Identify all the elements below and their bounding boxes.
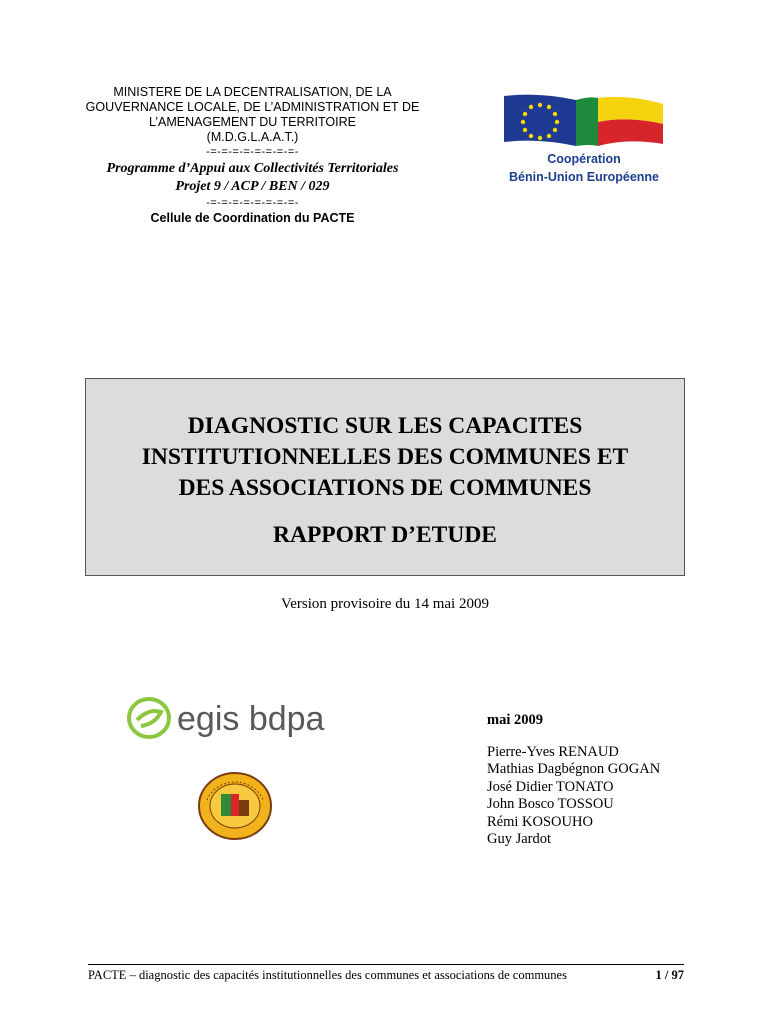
author-name: John Bosco TOSSOU bbox=[487, 796, 614, 812]
cooperation-line1: Coopération bbox=[547, 152, 621, 166]
ministry-acronym: (M.D.G.L.A.A.T.) bbox=[206, 130, 299, 144]
report-title-box bbox=[85, 378, 685, 576]
title-line: DIAGNOSTIC SUR LES CAPACITES bbox=[187, 413, 583, 439]
cooperation-label bbox=[498, 150, 670, 186]
cellule-title: Cellule de Coordination du PACTE bbox=[150, 211, 355, 225]
report-subtitle: RAPPORT D’ETUDE bbox=[273, 522, 497, 548]
author-name: Mathias Dagbégnon GOGAN bbox=[487, 761, 661, 777]
ministry-line: MINISTERE DE LA DECENTRALISATION, DE LA bbox=[113, 85, 392, 99]
author-name: Guy Jardot bbox=[487, 831, 552, 847]
cooperation-line2: Bénin-Union Européenne bbox=[509, 170, 659, 184]
projet-reference: Projet 9 / ACP / BEN / 029 bbox=[175, 179, 330, 194]
version-note: Version provisoire du 14 mai 2009 bbox=[281, 596, 489, 612]
author-name: Pierre-Yves RENAUD bbox=[487, 743, 619, 760]
egis-bdpa-logo bbox=[125, 690, 355, 746]
egis-logo-text: egis bdpa bbox=[177, 700, 325, 738]
ministry-line: GOUVERNANCE LOCALE, DE L’ADMINISTRATION ET DE bbox=[85, 100, 420, 114]
title-line: INSTITUTIONNELLES DES COMMUNES ET bbox=[141, 444, 629, 470]
separator: -=-=-=-=-=-=-=-=- bbox=[206, 197, 299, 209]
page-number: 1 / 97 bbox=[655, 968, 684, 982]
ministry-header bbox=[70, 85, 435, 226]
page-footer bbox=[88, 964, 684, 983]
report-title bbox=[86, 411, 684, 504]
flags-icon bbox=[498, 92, 668, 152]
association-seal-icon bbox=[195, 770, 275, 842]
authors-block bbox=[487, 712, 660, 849]
association-logo bbox=[195, 770, 275, 842]
author-name: Rémi KOSOUHO bbox=[487, 813, 593, 830]
programme-title: Programme d’Appui aux Collectivités Territoriales bbox=[106, 161, 399, 176]
separator: -=-=-=-=-=-=-=-=- bbox=[206, 146, 299, 158]
ministry-line: L’AMENAGEMENT DU TERRITOIRE bbox=[149, 115, 356, 129]
egis-logo-icon bbox=[125, 690, 355, 746]
author-name: José Didier TONATO bbox=[487, 778, 614, 795]
title-line: DES ASSOCIATIONS DE COMMUNES bbox=[178, 475, 592, 501]
footer-text: PACTE – diagnostic des capacités institutionnelles des communes et associations de communes bbox=[88, 968, 567, 982]
report-date: mai 2009 bbox=[487, 712, 543, 728]
